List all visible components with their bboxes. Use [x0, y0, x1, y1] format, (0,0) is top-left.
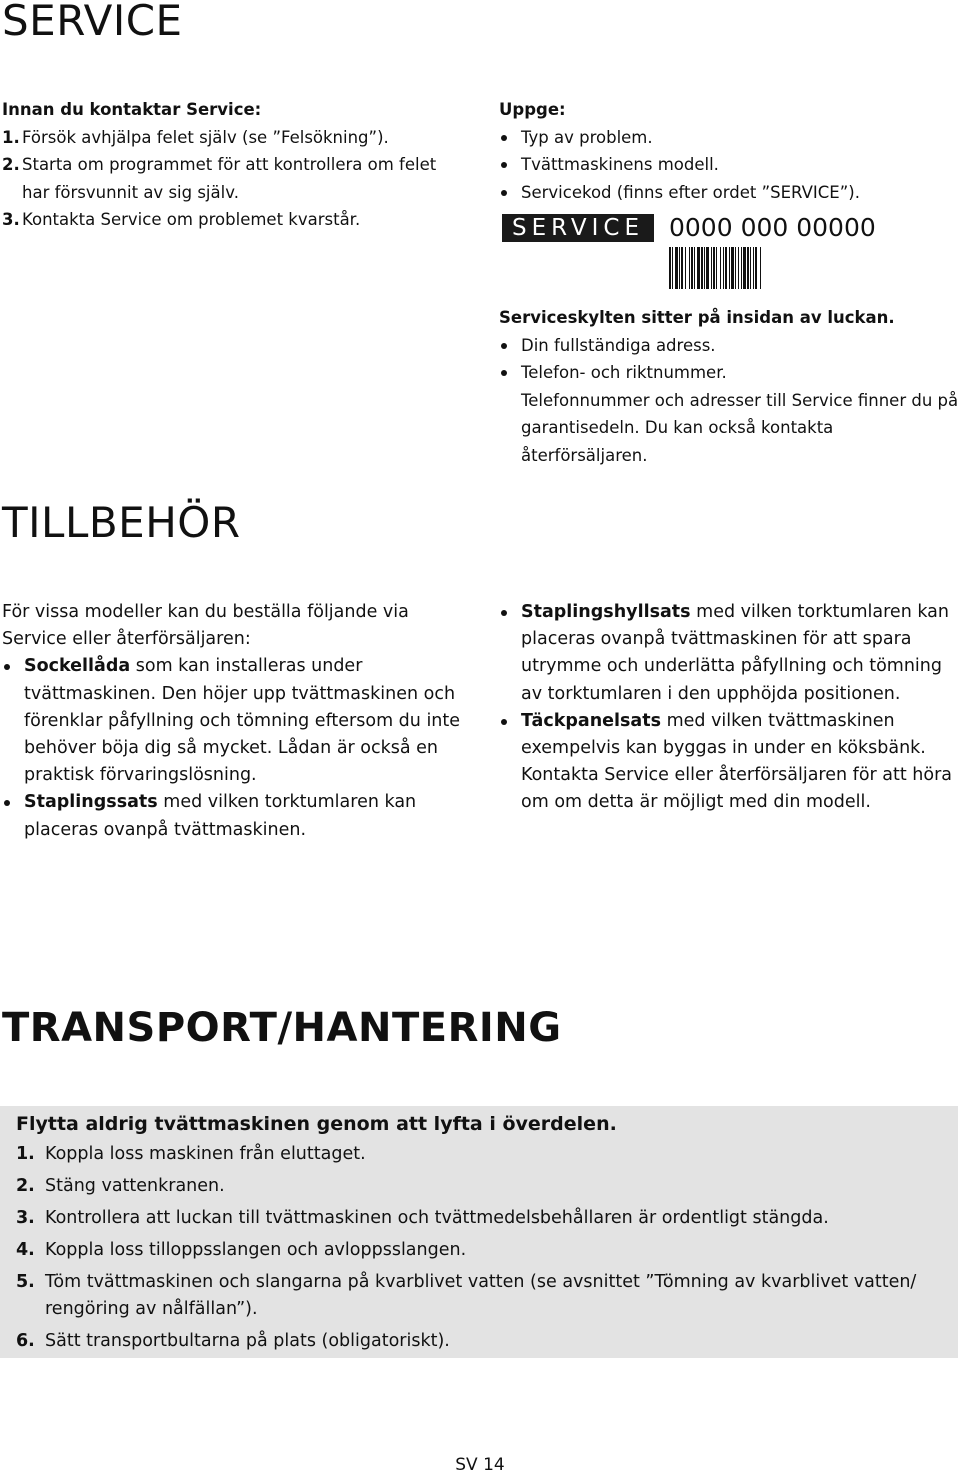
bullet-icon: [501, 343, 507, 349]
transport-warning: Flytta aldrig tvättmaskinen genom att lyfta i överdelen.: [16, 1113, 617, 1135]
service-plate-code: 0000 000 00000: [669, 213, 876, 242]
accessories-intro: För vissa modeller kan du beställa följande via Service eller återförsäljaren:: [2, 602, 409, 650]
transport-step: 2. Stäng vattenkranen.: [16, 1176, 225, 1196]
accessories-left-column: [2, 599, 472, 844]
transport-title: TRANSPORT/HANTERING: [2, 1005, 562, 1051]
accessories-title: TILLBEHÖR: [2, 498, 241, 547]
bullet-icon: [501, 719, 507, 725]
list-item: Din fullständiga adress.: [499, 332, 959, 360]
list-item: Staplingshyllsats med vilken torktumlaren kan placeras ovanpå tvättmaskinen för att spara utrymme och underlätta påfyllning och tömning av torktumlaren i den upphöjda positionen.: [499, 599, 959, 708]
before-step: 2. Starta om programmet för att kontrollera om felet har försvunnit av sig själv.: [2, 155, 437, 202]
plate-location-note: Serviceskylten sitter på insidan av luckan.: [499, 308, 895, 327]
bullet-icon: [501, 190, 507, 196]
service-title: SERVICE: [2, 0, 183, 45]
bullet-icon: [501, 370, 507, 376]
transport-instructions: [16, 1109, 951, 1355]
bullet-icon: [501, 610, 507, 616]
transport-step: 4. Koppla loss tilloppsslangen och avloppsslangen.: [16, 1240, 467, 1260]
service-plate-label: SERVICE: [502, 214, 654, 242]
list-item: Tvättmaskinens modell.: [499, 151, 959, 179]
transport-step: 3. Kontrollera att luckan till tvättmaskinen och tvättmedelsbehållaren är ordentligt stängda.: [16, 1208, 829, 1228]
before-contact-steps: [2, 124, 472, 234]
page-number: SV 14: [455, 1455, 505, 1475]
list-item: Staplingssats med vilken torktumlaren kan placeras ovanpå tvättmaskinen.: [2, 789, 472, 843]
contact-note: Telefonnummer och adresser till Service finner du på garantisedeln. Du kan också kontakta återförsäljaren.: [521, 390, 959, 465]
provide-list-2: [499, 332, 959, 387]
before-contact-heading: Innan du kontaktar Service:: [2, 100, 262, 119]
list-item: Täckpanelsats med vilken tvättmaskinen exempelvis kan byggas in under en köksbänk. Kontakta Service eller återförsäljaren för att höra om om detta är möjligt med din modell.: [499, 708, 959, 817]
list-item: Telefon- och riktnummer.: [499, 359, 959, 387]
barcode-icon: [669, 247, 855, 289]
bullet-icon: [501, 162, 507, 168]
before-step: 3. Kontakta Service om problemet kvarstår.: [2, 210, 361, 229]
transport-steps: [16, 1141, 951, 1355]
accessories-list-left: [2, 653, 472, 843]
accessories-list-right: [499, 599, 959, 817]
transport-step: 5. Töm tvättmaskinen och slangarna på kvarblivet vatten (se avsnittet ”Tömning av kvarblivet vatten/ rengöring av nålfällan”).: [16, 1272, 917, 1319]
bullet-icon: [501, 135, 507, 141]
bullet-icon: [4, 664, 10, 670]
service-plate-illustration: [499, 212, 959, 304]
bullet-icon: [4, 800, 10, 806]
accessories-right-column: [499, 599, 959, 817]
transport-step: 1. Koppla loss maskinen från eluttaget.: [16, 1144, 366, 1164]
provide-list: [499, 124, 959, 207]
transport-step: 6. Sätt transportbultarna på plats (obligatoriskt).: [16, 1331, 450, 1351]
provide-info-section: [499, 96, 959, 469]
list-item: Sockellåda som kan installeras under tvättmaskinen. Den höjer upp tvättmaskinen och förenklar påfyllning och tömning eftersom du inte behöver böja dig så mycket. Lådan är också en praktisk förvaringslösning.: [2, 653, 472, 789]
before-contact-section: [2, 96, 472, 234]
list-item: Servicekod (finns efter ordet ”SERVICE”).: [499, 179, 959, 207]
list-item: Typ av problem.: [499, 124, 959, 152]
before-step: 1. Försök avhjälpa felet själv (se ”Felsökning”).: [2, 127, 389, 147]
provide-heading: Uppge:: [499, 100, 566, 119]
